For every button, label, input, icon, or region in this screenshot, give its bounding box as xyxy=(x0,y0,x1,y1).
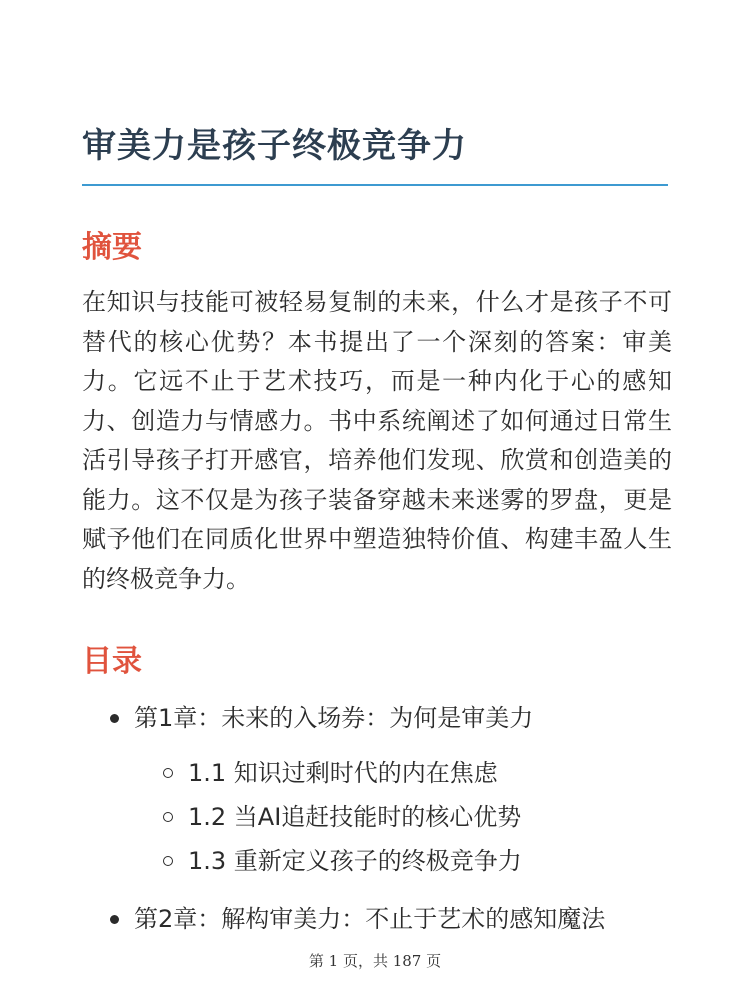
toc-chapter-2[interactable] xyxy=(134,903,605,935)
toc-section-label: 1.1 知识过剩时代的内在焦虑 xyxy=(188,759,498,787)
abstract-heading: 摘要 xyxy=(82,230,142,265)
filled-bullet-icon xyxy=(110,714,119,723)
toc-section-1-2[interactable] xyxy=(188,801,521,833)
hollow-bullet-icon xyxy=(163,812,173,822)
toc-section-1-3[interactable] xyxy=(188,845,522,877)
toc-chapter-1[interactable] xyxy=(134,702,533,734)
toc-heading: 目录 xyxy=(82,644,142,679)
toc-section-label: 1.3 重新定义孩子的终极竞争力 xyxy=(188,847,522,875)
hollow-bullet-icon xyxy=(163,768,173,778)
toc-chapter-label: 第1章：未来的入场券：为何是审美力 xyxy=(134,704,534,732)
abstract-body: 在知识与技能可被轻易复制的未来，什么才是孩子不可替代的核心优势？本书提出了一个深刻的答案：审美力。它远不止于艺术技巧，而是一种内化于心的感知力、创造力与情感力。书中系统阐述了如何通过日常生活引导孩子打开感官，培养他们发现、欣赏和创造美的能力。这不仅是为孩子装备穿越未来迷雾的罗盘，更是赋予他们在同质化世界中塑造独特价值、构建丰盈人生的终极竞争力。 xyxy=(82,288,672,593)
hollow-bullet-icon xyxy=(163,856,173,866)
toc-section-label: 1.2 当AI追赶技能时的核心优势 xyxy=(188,803,522,831)
page-number-footer: 第 1 页，共 187 页 xyxy=(308,952,442,970)
toc-chapter-label: 第2章：解构审美力：不止于艺术的感知魔法 xyxy=(134,905,606,933)
book-title: 审美力是孩子终极竞争力 xyxy=(82,126,467,166)
toc-section-1-1[interactable] xyxy=(188,757,498,789)
filled-bullet-icon xyxy=(110,915,119,924)
